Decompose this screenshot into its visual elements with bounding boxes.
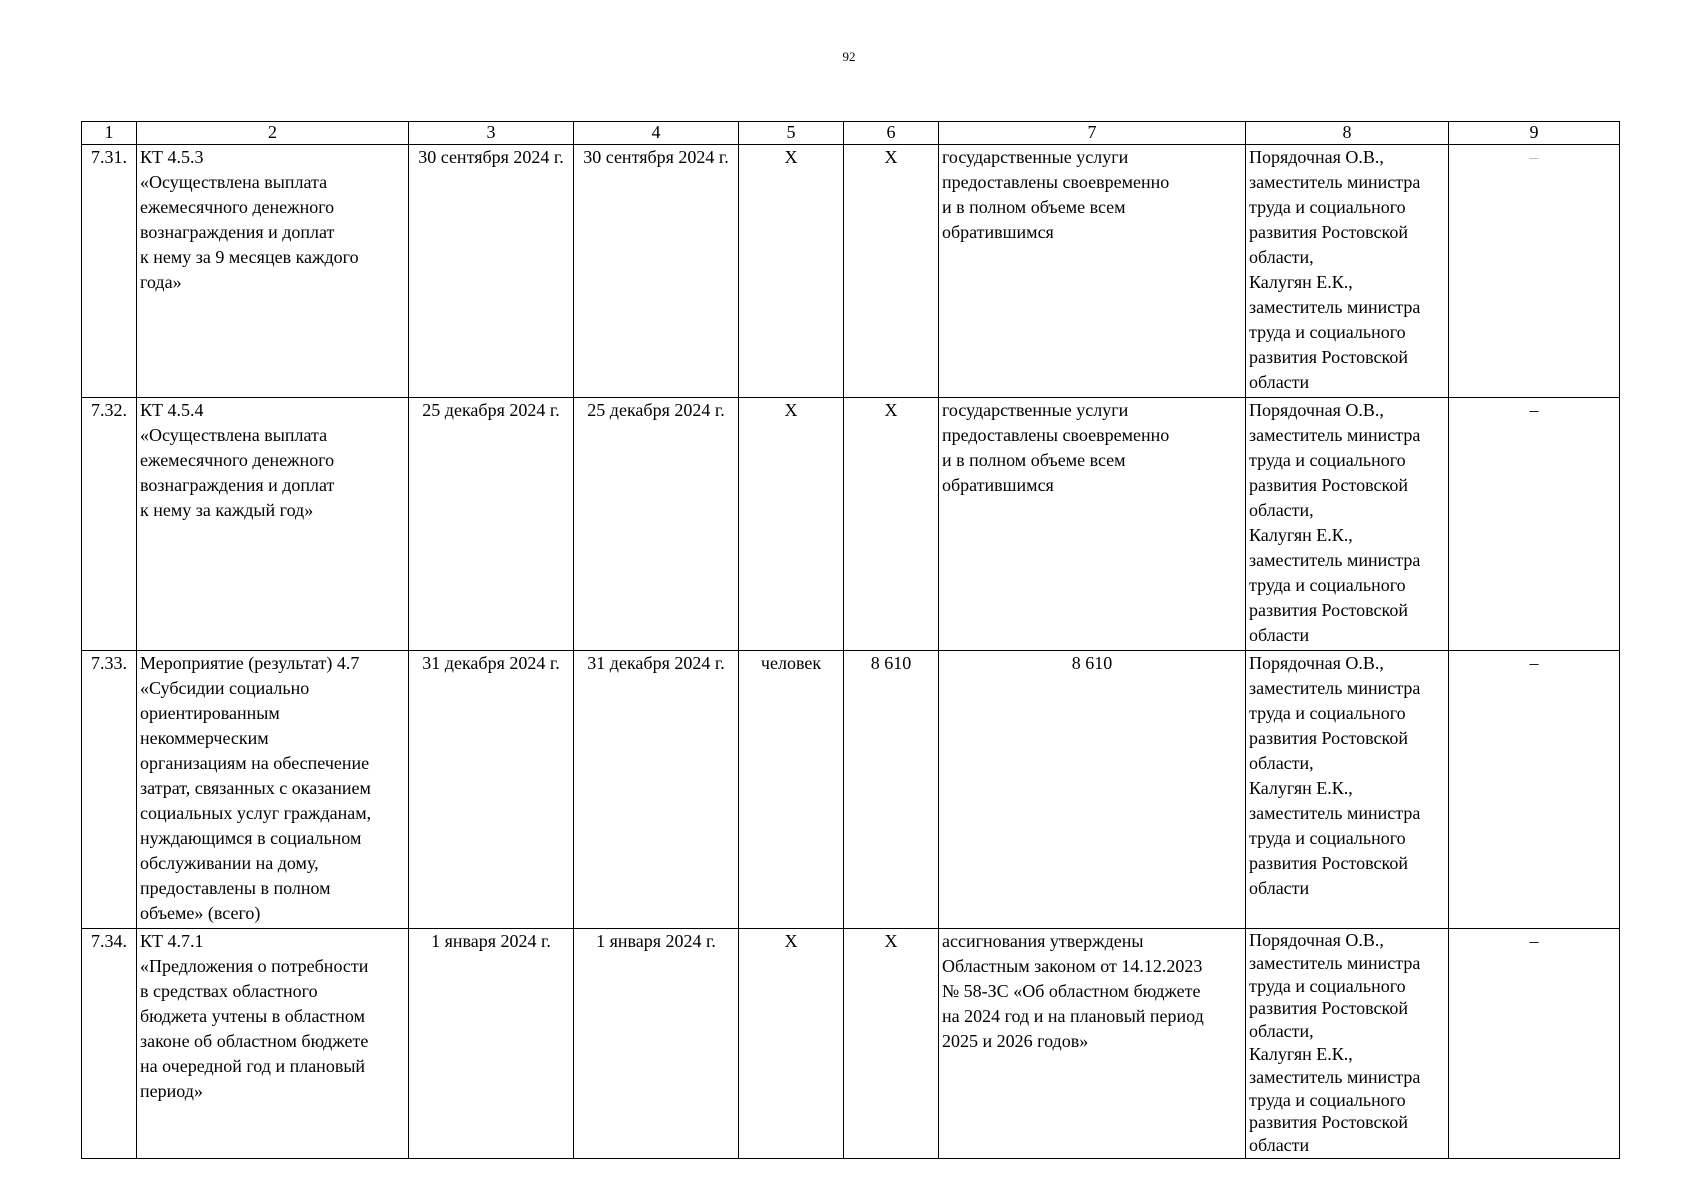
header-cell: 3 <box>409 122 574 145</box>
item-name: КТ 4.5.4 «Осуществлена выплата ежемесячного денежного вознаграждения и доплат к нему за каждый год» <box>137 398 409 651</box>
plan-table <box>81 121 1620 1159</box>
header-cell: 2 <box>137 122 409 145</box>
unit-cell: X <box>739 398 844 651</box>
result-cell: 8 610 <box>939 651 1246 929</box>
result-cell: государственные услуги предоставлены своевременно и в полном объеме всем обратившимся <box>939 398 1246 651</box>
row-number: 7.31. <box>82 145 137 398</box>
start-date: 1 января 2024 г. <box>409 929 574 1159</box>
start-date: 30 сентября 2024 г. <box>409 145 574 398</box>
item-name: КТ 4.7.1 «Предложения о потребности в средствах областного бюджета учтены в областном законе об областном бюджете на очередной год и плановый период» <box>137 929 409 1159</box>
header-cell: 1 <box>82 122 137 145</box>
header-cell: 9 <box>1449 122 1620 145</box>
result-cell: государственные услуги предоставлены своевременно и в полном объеме всем обратившимся <box>939 145 1246 398</box>
col9-cell: – <box>1449 929 1620 1159</box>
responsible-cell: Порядочная О.В., заместитель министра труда и социального развития Ростовской области, Калугян Е.К., заместитель министра труда и социального развития Ростовской области <box>1246 398 1449 651</box>
col9-cell: – <box>1449 398 1620 651</box>
page-number: 92 <box>842 49 856 64</box>
header-cell: 8 <box>1246 122 1449 145</box>
table-row <box>82 398 1620 651</box>
responsible-cell: Порядочная О.В., заместитель министра труда и социального развития Ростовской области, Калугян Е.К., заместитель министра труда и социального развития Ростовской области <box>1246 651 1449 929</box>
row-number: 7.33. <box>82 651 137 929</box>
item-name: КТ 4.5.3 «Осуществлена выплата ежемесячного денежного вознаграждения и доплат к нему за 9 месяцев каждого года» <box>137 145 409 398</box>
table-row <box>82 929 1620 1159</box>
end-date: 1 января 2024 г. <box>574 929 739 1159</box>
start-date: 25 декабря 2024 г. <box>409 398 574 651</box>
responsible-cell: Порядочная О.В., заместитель министра труда и социального развития Ростовской области, Калугян Е.К., заместитель министра труда и социального развития Ростовской области <box>1246 929 1449 1159</box>
header-cell: 6 <box>844 122 939 145</box>
value-cell: X <box>844 398 939 651</box>
unit-cell: человек <box>739 651 844 929</box>
result-cell: ассигнования утверждены Областным законом от 14.12.2023 № 58-ЗС «Об областном бюджете на 2024 год и на плановый период 2025 и 2026 годов» <box>939 929 1246 1159</box>
col9-cell: – <box>1449 651 1620 929</box>
table-row <box>82 651 1620 929</box>
value-cell: 8 610 <box>844 651 939 929</box>
col9-cell: – <box>1449 145 1620 398</box>
header-cell: 5 <box>739 122 844 145</box>
end-date: 30 сентября 2024 г. <box>574 145 739 398</box>
row-number: 7.32. <box>82 398 137 651</box>
unit-cell: X <box>739 145 844 398</box>
table-row <box>82 145 1620 398</box>
start-date: 31 декабря 2024 г. <box>409 651 574 929</box>
end-date: 25 декабря 2024 г. <box>574 398 739 651</box>
value-cell: X <box>844 145 939 398</box>
header-row <box>82 122 1620 145</box>
unit-cell: X <box>739 929 844 1159</box>
item-name: Мероприятие (результат) 4.7 «Субсидии социально ориентированным некоммерческим организациям на обеспечение затрат, связанных с оказанием социальных услуг гражданам, нуждающимся в социальном обслуживании на дому, предоставлены в полном объеме» (всего) <box>137 651 409 929</box>
responsible-cell: Порядочная О.В., заместитель министра труда и социального развития Ростовской области, Калугян Е.К., заместитель министра труда и социального развития Ростовской области <box>1246 145 1449 398</box>
header-cell: 4 <box>574 122 739 145</box>
value-cell: X <box>844 929 939 1159</box>
end-date: 31 декабря 2024 г. <box>574 651 739 929</box>
header-cell: 7 <box>939 122 1246 145</box>
row-number: 7.34. <box>82 929 137 1159</box>
